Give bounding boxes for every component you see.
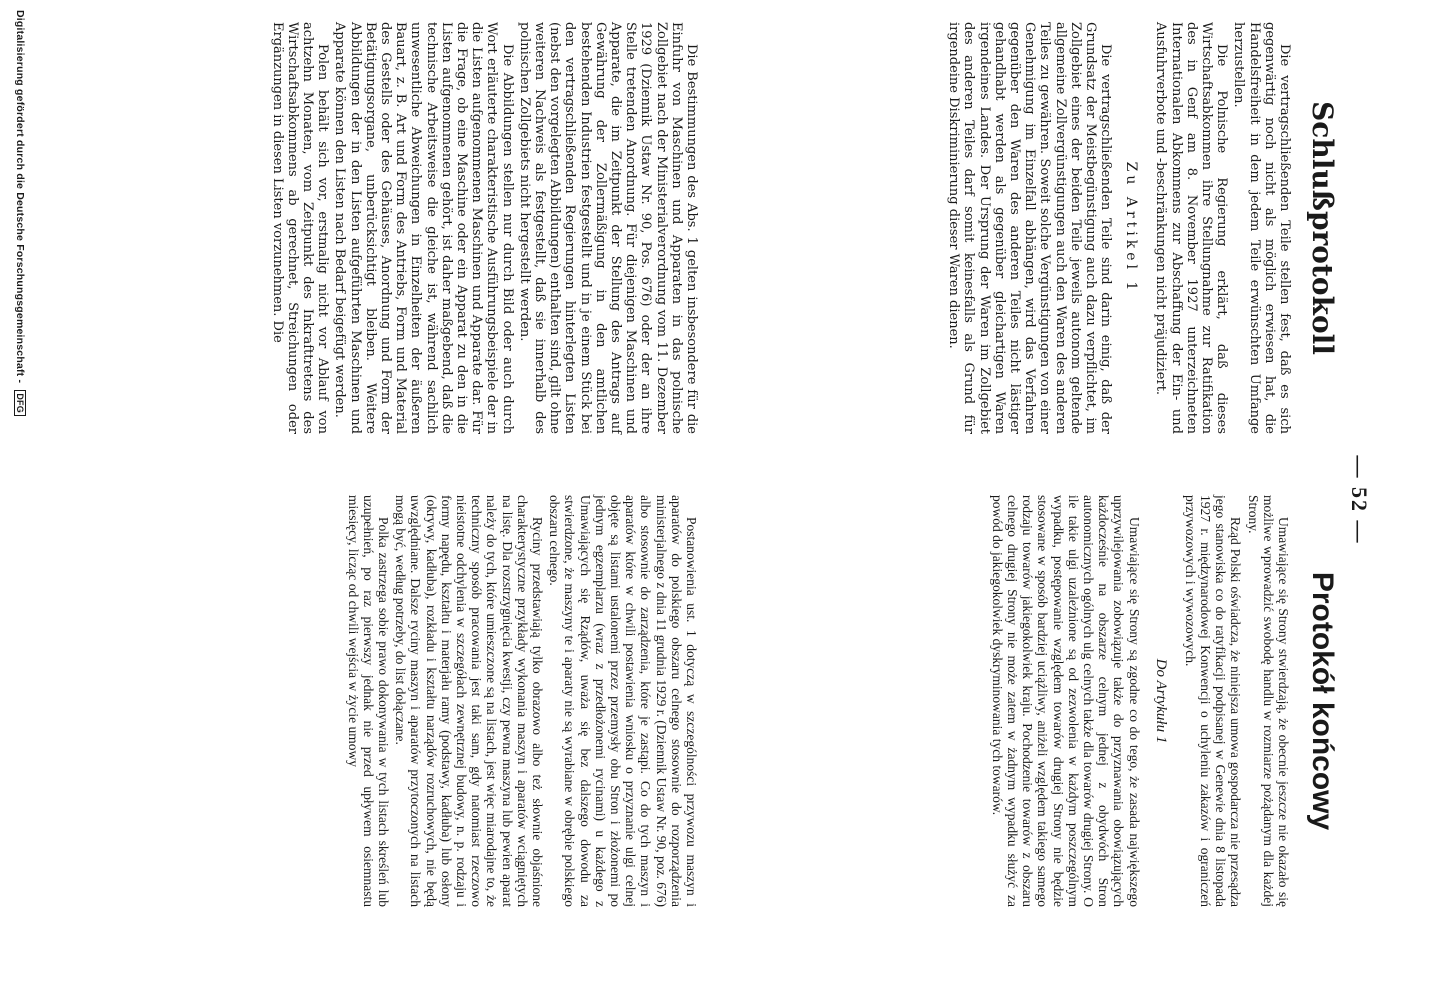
german-article-paragraph: Die vertragschließenden Teile sind darin einig, daß der Grundsatz der Meistbegünstigung auch dazu verpflichtet, im Zollgebiet eines der beiden Teile jeweils autonom geltende allgemeine Zollvergünstigungen auch den Waren des anderen Teiles zu gewähren. Soweit solche Vergünstigungen von einer Genehmigung im Einzelfall abhängen, wird das Verfahren gegenüber den Waren des anderen Teiles nicht lästiger gehandhabt werden als gegenüber gleichartigen Waren irgendeines Landes. Der Ursprung der Waren im Zollgebiet des anderen Teiles darf somit keinesfalls als Grund für irgendeine Diskriminierung dieser Waren dienen. (946, 22, 1114, 434)
german-article-paragraph: Die Bestimmungen des Abs. 1 gelten insbesondere für die Einfuhr von Maschinen und Apparaten in das polnische Zollgebiet nach der Ministerialverordnung vom 11. Dezember 1929 (Dziennik Ustaw Nr. 90, Pos. 676) oder der an ihre Stelle tretenden Anordnung. Für diejenigen Maschinen und Apparate, die im Zeitpunkt der Stellung des Antrags auf Gewährung der Zollermäßigung in den amtlichen bestehenden Industrien festgestellt und in je einem Stück bei den vertragschließenden Regierungen hinterlegten Listen (nebst den vorgelegten Abbildungen) enthalten sind, gilt ohne weiteren Nachweis als festgestellt, daß sie innerhalb des polnischen Zollgebiets nicht hergestellt werden. (516, 22, 699, 434)
polish-lower-column (343, 495, 699, 907)
polish-intro-paragraph: Rząd Polski oświadcza, że niniejsza umowa gospodarcza nie przesądza jego stanowiska co do ratyfikacji podpisanej w Genewie dnia 8 listopada 1927 r. międzynarodowej Konwencji o uchyleniu zakazów i ograniczeń przywozowych i wywozowych. (1182, 495, 1244, 907)
german-lower-column (267, 22, 699, 434)
german-intro-paragraph: Die Polnische Regierung erklärt, daß dieses Wirtschaftsabkommen ihre Stellungnahme zur Ratifikation des in Genf am 8. November 1927 unterzeichneten Internationalen Abkommens zur Abschaffung der Ein- und Ausfuhrverbote und -beschränkungen nicht präjudiziert. (1153, 22, 1230, 434)
german-title: Schlußprotokoll (1306, 101, 1339, 355)
german-article-paragraph: Polen behält sich vor, erstmalig nicht vor Ablauf von achtzehn Monaten, vom Zeitpunkt des Inkrafttretens des Wirtschaftsabkommens ab gerechnet, Streichungen oder Ergänzungen in diesen Listen vorzunehmen. Die (269, 22, 331, 434)
polish-title: Protokół końcowy (1306, 571, 1339, 831)
german-intro-paragraph: Die vertragschließenden Teile stellen fest, daß es sich gegenwärtig noch nicht als möglich erwiesen hat, die Handelsfreiheit in dem jedem Teile erwünschten Umfange herzustellen. (1231, 22, 1292, 434)
polish-intro-paragraph: Umawiające się Strony stwierdzają, że obecnie jeszcze nie okazało się możliwe wprowadzić swobodę handlu w rozmiarze pożądanym dla każdej Strony. (1245, 495, 1291, 907)
page-number: — 52 — (1347, 455, 1372, 545)
polish-column (988, 495, 1339, 907)
polish-article-heading: Do Artykułu 1 (1152, 658, 1169, 744)
digitization-footer (14, 0, 26, 1000)
polish-article-paragraph: Ryciny przedstawiają tylko obrazowo albo też słownie objaśnione charakterystyczne przykłady wykonania maszyn i aparatów wciągniętych na listę. Dla rozstrzygnięcia kwestji, czy pewna maszyna lub pewien aparat należy do tych, które umieszczone są na listach, jest więc miarodajne to, że techniczny sposób pracowania jest taki sam, gdy natomiast rzeczowo nieistotne odchylenia w szczegółach zewnętrznej budowy, n. p. rodzaju i formy napędu, kształtu i materjału ramy (podstawy, kadłuba) lub osłony (okrywy, kadłuba), rozkładu i kształtu narządów rozruchowych, nie będą uwzględniane. Dalsze ryciny maszyn i aparatów przytoczonych na listach mogą być, według potrzeby, do list dołączane. (393, 495, 545, 907)
german-article-heading: Zu Artikel 1 (1123, 161, 1140, 295)
polish-article-paragraph: Postanowienia ust. 1 dotyczą w szczególności przywozu maszyn i aparatów do polskiego obszaru celnego stosownie do rozporządzenia ministerjalnego z dnia 11 grudnia 1929 r. (Dziennik Ustaw Nr. 90, poz. 676) albo stosownie do zarządzenia, które je zastąpi. Co do tych maszyn i aparatów które w chwili postawienia wniosku o przyznanie ulgi celnej objęte są listami ustalonemi przez przemysły obu Stron i złożonemi po jednym egzemplarzu (wraz z przedłożonemi rycinami) u każdego z Umawiających się Rządów, uważa się bez dalszego dowodu za stwierdzone, że maszyny te i aparaty nie są wyrabiane w obrębie polskiego obszaru celnego. (547, 495, 699, 907)
polish-article-paragraph: Umawiające się Strony są zgodne co do tego, że zasada największego uprzywilejowania zobowiązuje także do przyznawania obowiązujących każdocześnie na obszarze celnym jednej z obydwóch Stron autonomicznych ogólnych ulg celnych także dla towarów drugiej Strony. O ile takie ulgi uzależnione są od zezwolenia w każdym poszczególnym wypadku, postępowanie względem towarów drugiej Strony nie będzie stosowane w sposób bardziej uciążliwy, aniżeli względem takiego samego rodzaju towarów jakiegokolwiek kraju. Pochodzenie towarów z obszaru celnego drugiej Strony nie może zatem w żadnym wypadku służyć za powód do jakiegokolwiek dyskryminowania tych towarów. (989, 495, 1142, 907)
german-column (944, 22, 1339, 434)
dfg-logo-badge: DFG (14, 390, 26, 416)
german-article-paragraph: Die Abbildungen stellen nur durch Bild oder auch durch Wort erläuterte charakteristische Ausführungsbeispiele der in die Listen aufgenommenen Maschinen und Apparate dar. Für die Frage, ob eine Maschine oder ein Apparat zu den in die Listen aufgenommenen gehört, ist daher maßgebend, daß die technische Arbeitsweise die gleiche ist, während sachlich unwesentliche Abweichungen in Einzelheiten der äußeren Bauart, z. B. Art und Form des Antriebs, Form und Material des Gestells oder des Gehäuses, Anordnung und Form der Betätigungsorgane, unberücksichtigt bleiben. Weitere Abbildungen der in den Listen aufgeführten Maschinen und Apparate können den Listen nach Bedarf beigefügt werden. (332, 22, 515, 434)
footer-text: Digitalisierung gefördert durch die Deutsche Forschungsgemeinschaft - (14, 10, 26, 384)
polish-article-paragraph: Polka zastrzega sobie prawo dokonywania w tych listach skreśleń lub uzupełnień, po raz pierwszy jednak nie przed upływem osiemnastu miesięcy, licząc od chwili wejścia w życie umowy (345, 495, 391, 907)
